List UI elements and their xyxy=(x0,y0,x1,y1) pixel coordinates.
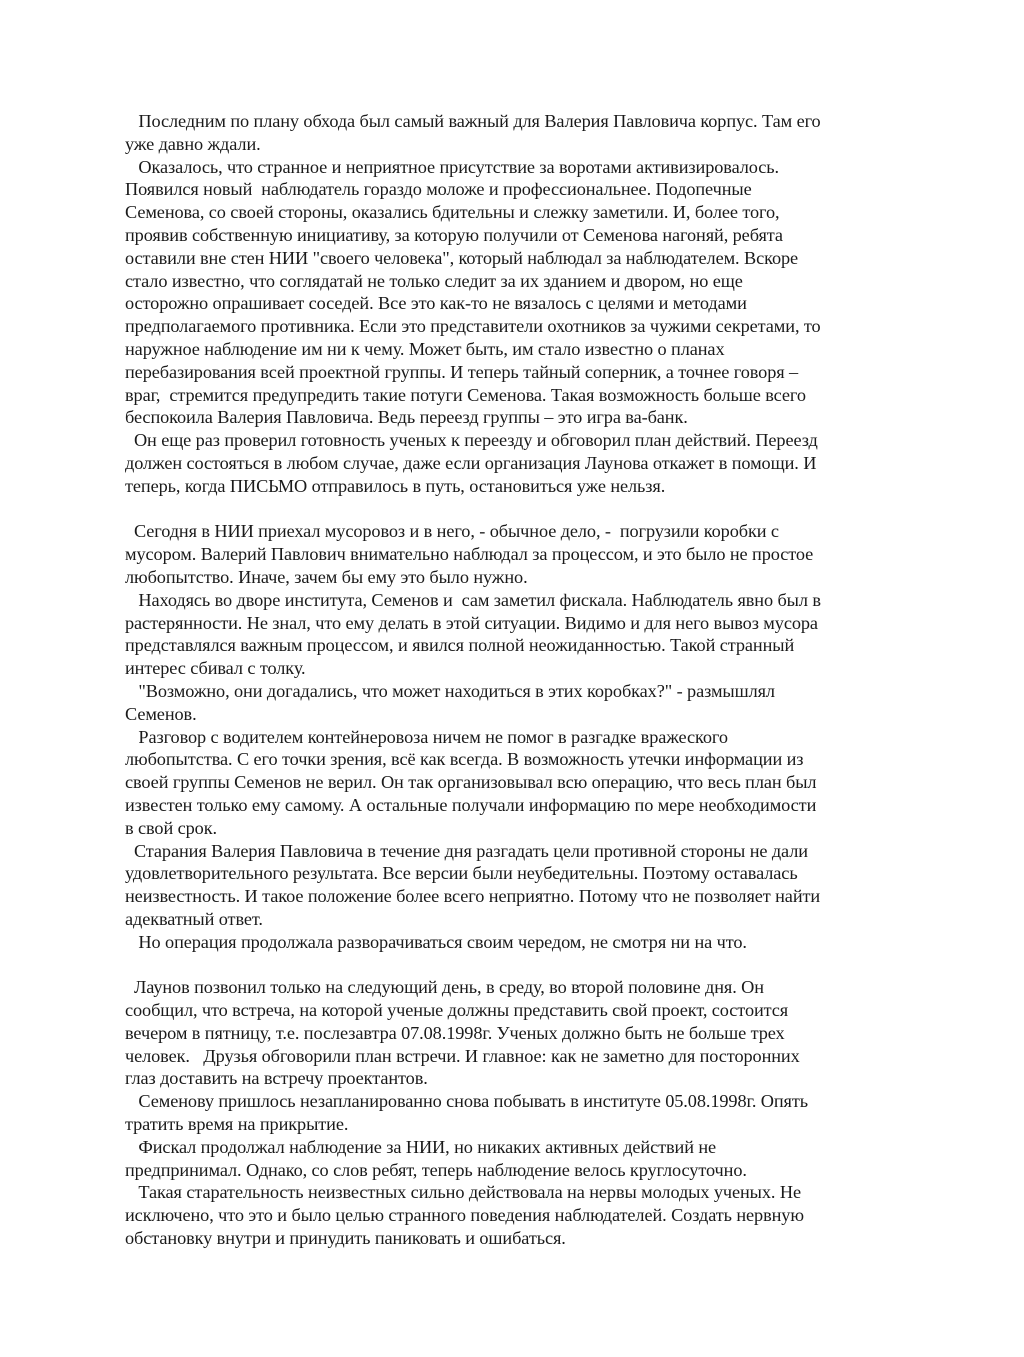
text-line: любопытства. С его точки зрения, всё как всегда. В возможность утечки информации из xyxy=(125,749,804,770)
text-line: теперь, когда ПИСЬМО отправилось в путь, остановиться уже нельзя. xyxy=(125,475,666,496)
text-line: вечером в пятницу, т.е. послезавтра 07.08.1998г. Ученых должно быть не больше трех xyxy=(125,1022,785,1043)
text-line: уже давно ждали. xyxy=(125,133,261,154)
text-line: Старания Валерия Павловича в течение дня разгадать цели противной стороны не дали xyxy=(125,840,808,861)
text-line: растерянности. Не знал, что ему делать в этой ситуации. Видимо и для него вывоз мусора xyxy=(125,612,818,633)
text-line: исключено, что это и было целью странного поведения наблюдателей. Создать нервную xyxy=(125,1205,804,1226)
text-line: стало известно, что соглядатай не только следит за их зданием и двором, но еще xyxy=(125,270,743,291)
text-line: тратить время на прикрытие. xyxy=(125,1114,349,1135)
paragraph-gap xyxy=(125,498,895,521)
text-line: Фискал продолжал наблюдение за НИИ, но никаких активных действий не xyxy=(125,1136,717,1157)
text-line: оставили вне стен НИИ "своего человека", который наблюдал за наблюдателем. Вскоре xyxy=(125,247,799,268)
text-line: человек. Друзья обговорили план встречи. И главное: как не заметно для посторонних xyxy=(125,1045,800,1066)
text-line: Семенов. xyxy=(125,703,197,724)
text-line: Появился новый наблюдатель гораздо моложе и профессиональнее. Подопечные xyxy=(125,179,752,200)
text-line: мусором. Валерий Павлович внимательно наблюдал за процессом, и это было не простое xyxy=(125,544,814,565)
text-line: Разговор с водителем контейнеровоза ничем не помог в разгадке вражеского xyxy=(125,726,728,747)
text-line: адекватный ответ. xyxy=(125,908,263,929)
text-line: своей группы Семенов не верил. Он так организовывал всю операцию, что весь план был xyxy=(125,772,817,793)
text-line: беспокоила Валерия Павловича. Ведь переезд группы – это игра ва-банк. xyxy=(125,407,688,428)
text-line: любопытство. Иначе, зачем бы ему это было нужно. xyxy=(125,566,528,587)
text-line: сообщил, что встреча, на которой ученые должны представить свой проект, состоится xyxy=(125,1000,789,1021)
text-line: Но операция продолжала разворачиваться своим чередом, не смотря ни на что. xyxy=(125,931,747,952)
text-line: Он еще раз проверил готовность ученых к переезду и обговорил план действий. Переезд xyxy=(125,430,818,451)
text-line: представлялся важным процессом, и явился полной неожиданностью. Такой странный xyxy=(125,635,795,656)
paragraph-gap xyxy=(125,953,895,976)
text-line: Такая старательность неизвестных сильно действовала на нервы молодых ученых. Не xyxy=(125,1182,801,1203)
text-line: осторожно опрашивает соседей. Все это как-то не вязалось с целями и методами xyxy=(125,293,747,314)
text-line: Семенова, со своей стороны, оказались бдительны и слежку заметили. И, более того, xyxy=(125,202,780,223)
text-line: удовлетворительного результата. Все версии были неубедительны. Поэтому оставалась xyxy=(125,863,798,884)
text-line: глаз доставить на встречу проектантов. xyxy=(125,1068,428,1089)
text-line: "Возможно, они догадались, что может находиться в этих коробках?" - размышлял xyxy=(125,680,775,701)
text-line: обстановку внутри и принудить паниковать и ошибаться. xyxy=(125,1228,566,1249)
text-line: известен только ему самому. А остальные получали информацию по мере необходимости xyxy=(125,794,817,815)
text-line: наружное наблюдение им ни к чему. Может быть, им стало известно о планах xyxy=(125,338,725,359)
text-line: Находясь во дворе института, Семенов и сам заметил фискала. Наблюдатель явно был в xyxy=(125,589,821,610)
text-line: враг, стремится предупредить такие потуги Семенова. Такая возможность больше всего xyxy=(125,384,806,405)
text-line: Оказалось, что странное и неприятное присутствие за воротами активизировалось. xyxy=(125,156,779,177)
text-line: Сегодня в НИИ приехал мусоровоз и в него, - обычное дело, - погрузили коробки с xyxy=(125,521,779,542)
text-line: предпринимал. Однако, со слов ребят, теперь наблюдение велось круглосуточно. xyxy=(125,1159,747,1180)
text-line: предполагаемого противника. Если это представители охотников за чужими секретами, то xyxy=(125,316,821,337)
text-line: неизвестность. И такое положение более всего неприятно. Потому что не позволяет найти xyxy=(125,886,821,907)
text-line: проявив собственную инициативу, за которую получили от Семенова нагоняй, ребята xyxy=(125,224,783,245)
text-line: перебазирования всей проектной группы. И теперь тайный соперник, а точнее говоря – xyxy=(125,361,799,382)
text-line: Лаунов позвонил только на следующий день, в среду, во второй половине дня. Он xyxy=(125,977,764,998)
text-line: должен состояться в любом случае, даже если организация Лаунова откажет в помощи. И xyxy=(125,452,817,473)
text-line: Последним по плану обхода был самый важный для Валерия Павловича корпус. Там его xyxy=(125,111,821,131)
document-body xyxy=(125,110,895,1250)
text-line: интерес сбивал с толку. xyxy=(125,658,306,679)
text-line: Семенову пришлось незапланированно снова побывать в институте 05.08.1998г. Опять xyxy=(125,1091,808,1112)
text-line: в свой срок. xyxy=(125,817,217,838)
